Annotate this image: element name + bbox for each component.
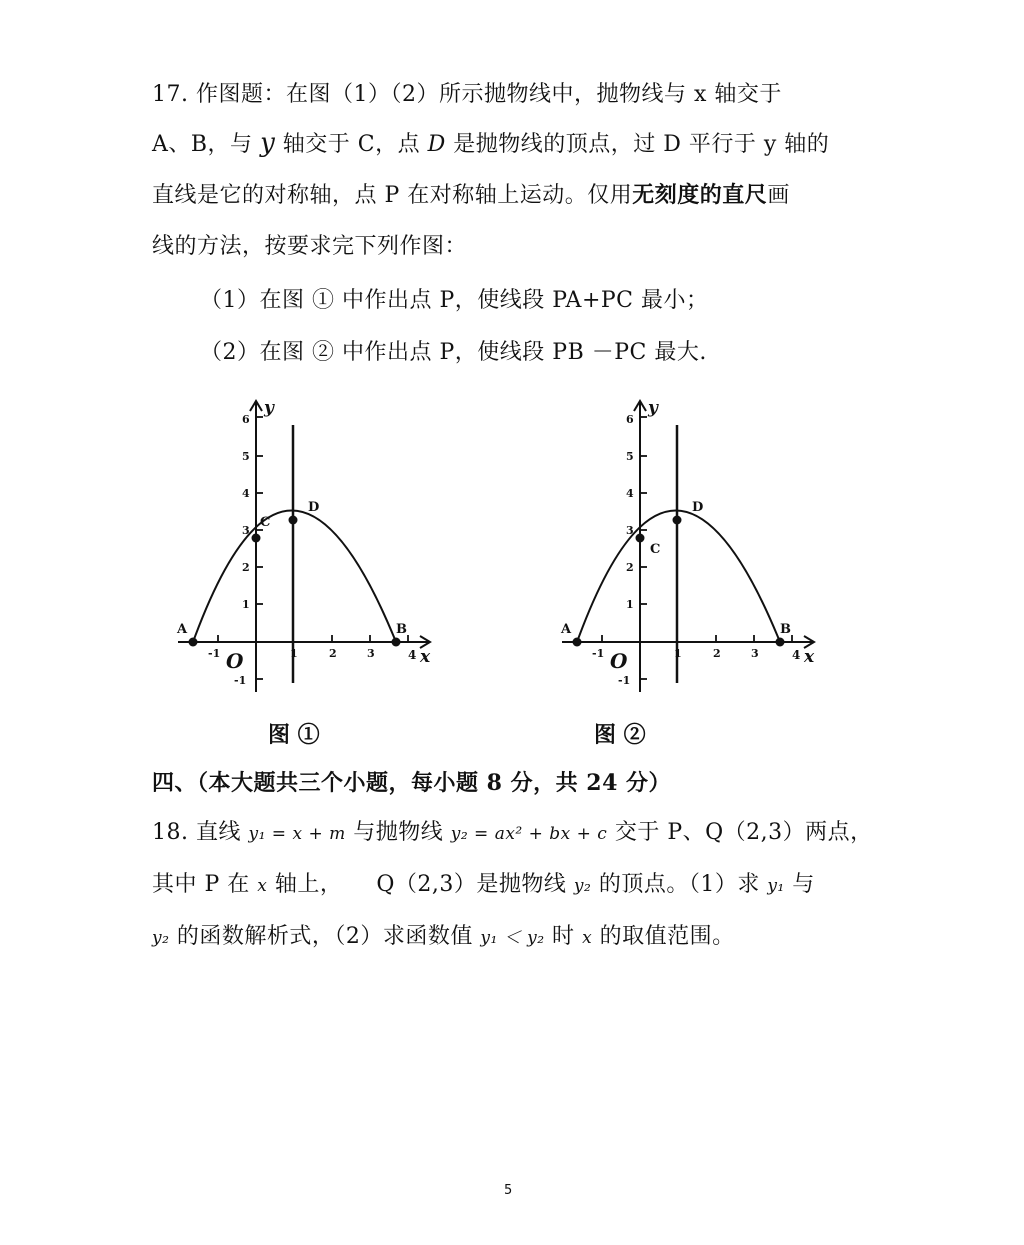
parabola-curve — [193, 511, 396, 643]
origin-label: O — [610, 649, 628, 673]
q18-text: 与抛物线 — [345, 820, 451, 845]
x-tick-label: 4 — [408, 648, 417, 662]
point-c-label: C — [260, 515, 271, 530]
q17-var-d: D — [427, 132, 446, 157]
y-tick-label: 4 — [242, 487, 250, 500]
y-tick-label: 5 — [626, 450, 634, 463]
q17-line-1: 17. 作图题：在图（1）（2）所示抛物线中，抛物线与 x 轴交于 — [152, 82, 782, 107]
point-b — [776, 638, 785, 647]
q18-text: 18. 直线 — [152, 820, 249, 845]
y-tick-label: 3 — [626, 524, 634, 537]
section-4-heading: 四、（本大题共三个小题，每小题 8 分，共 24 分） — [152, 770, 672, 796]
q18-text: 的函数解析式，（2）求函数值 — [169, 924, 481, 949]
q17-text: 直线是它的对称轴，点 P 在对称轴上运动。仅用 — [152, 183, 633, 208]
q18-var-y2: y₂ — [152, 928, 170, 948]
point-d — [673, 516, 682, 525]
y-axis-label: y — [264, 398, 274, 418]
y-tick-label: -1 — [618, 674, 631, 687]
x-tick-label: 2 — [329, 647, 337, 660]
y-tick-label: -1 — [234, 674, 247, 687]
q17-text: A、B，与 — [152, 132, 261, 157]
q18-line-2 — [152, 870, 892, 901]
point-c — [252, 534, 261, 543]
origin-label: O — [226, 649, 244, 673]
page-number: 5 — [504, 1183, 513, 1198]
point-b — [392, 638, 401, 647]
y-tick-label: 6 — [626, 413, 634, 426]
q17-text: 是抛物线的顶点，过 D 平行于 y 轴的 — [445, 132, 830, 157]
parabola-graph-2 — [552, 395, 832, 705]
x-tick-label: 4 — [792, 648, 801, 662]
point-a-label: A — [177, 622, 188, 637]
point-a — [573, 638, 582, 647]
parabola-graph-1 — [168, 395, 448, 705]
y-tick-marks — [256, 417, 263, 679]
point-d-label: D — [308, 500, 320, 515]
x-tick-marks — [602, 635, 792, 642]
parabola-figure-1 — [168, 395, 448, 705]
y-tick-label: 1 — [626, 598, 634, 611]
q18-var-y1: y₁ — [767, 876, 785, 896]
point-b-label: B — [780, 622, 791, 637]
x-axis-label: x — [804, 647, 815, 667]
x-tick-marks — [218, 635, 408, 642]
figure-1-caption: 图 ① — [268, 722, 320, 748]
x-tick-label: -1 — [592, 647, 605, 660]
q17-text: 轴交于 C，点 — [275, 132, 428, 157]
figure-2-caption: 图 ② — [594, 722, 646, 748]
y-tick-label: 5 — [242, 450, 250, 463]
point-d-label: D — [692, 500, 704, 515]
q17-subquestion-2: （2）在图 ② 中作出点 P，使线段 PB －PC 最大. — [200, 340, 707, 365]
y-tick-label: 1 — [242, 598, 250, 611]
q18-equation-line: y₁ = x + m — [248, 824, 346, 844]
key-points — [189, 516, 401, 647]
q17-line-3 — [152, 180, 892, 211]
point-c — [636, 534, 645, 543]
q18-text: 轴上， Q（2,3）是抛物线 — [267, 872, 574, 897]
q18-var-x: x — [257, 876, 268, 896]
q18-inequality: y₁ ＜ y₂ — [480, 928, 545, 948]
point-d — [289, 516, 298, 525]
q18-line-3 — [152, 922, 892, 953]
x-tick-label: 1 — [674, 647, 682, 660]
q17-text: 画 — [767, 183, 790, 208]
y-tick-label: 3 — [242, 524, 250, 537]
x-tick-label: 3 — [367, 647, 375, 660]
q17-bold-text: 无刻度的直尺 — [632, 182, 768, 208]
q17-var-y: y — [260, 128, 276, 158]
q18-text: 其中 P 在 — [152, 872, 258, 897]
x-tick-label: -1 — [208, 647, 221, 660]
y-axis-label: y — [648, 398, 658, 418]
parabola-curve — [577, 511, 780, 643]
q17-subquestion-1: （1）在图 ① 中作出点 P，使线段 PA+PC 最小； — [200, 288, 709, 313]
q18-text: 交于 P、Q（2,3）两点， — [607, 820, 873, 845]
q18-text: 与 — [784, 872, 815, 897]
q18-line-1 — [152, 818, 892, 849]
parabola-figure-2 — [552, 395, 832, 705]
key-points — [573, 516, 785, 647]
q17-line-4: 线的方法，按要求完下列作图： — [152, 234, 468, 259]
q18-text: 的顶点。（1）求 — [591, 872, 768, 897]
y-tick-label: 6 — [242, 413, 250, 426]
y-tick-label: 2 — [242, 561, 250, 574]
x-tick-label: 3 — [751, 647, 759, 660]
y-tick-label: 2 — [626, 561, 634, 574]
y-tick-label: 4 — [626, 487, 634, 500]
q18-equation-parabola: y₂ = ax² + bx + c — [450, 824, 608, 844]
point-b-label: B — [396, 622, 407, 637]
x-axis-label: x — [420, 647, 431, 667]
q17-line-2 — [152, 128, 892, 160]
point-a-label: A — [561, 622, 572, 637]
y-tick-marks — [640, 417, 647, 679]
q18-var-y2: y₂ — [573, 876, 592, 896]
x-tick-label: 1 — [290, 647, 298, 660]
point-c-label: C — [650, 542, 661, 557]
x-tick-label: 2 — [713, 647, 721, 660]
q18-text: 的取值范围。 — [592, 924, 735, 949]
q18-var-x: x — [582, 928, 593, 948]
q18-text: 时 — [544, 924, 583, 949]
point-a — [189, 638, 198, 647]
